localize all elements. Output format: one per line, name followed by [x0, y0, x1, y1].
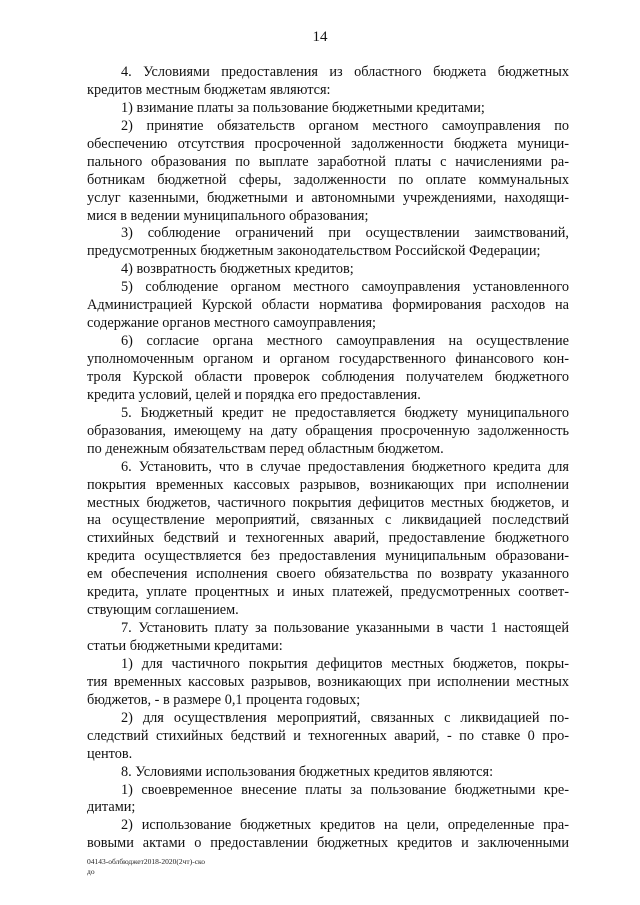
text-line: покрытия временных кассовых разрывов, возникающих при исполнении — [87, 476, 569, 493]
text-line: кредита осуществляется без предоставления муниципальным образовани- — [87, 548, 569, 565]
text-line: 5. Бюджетный кредит не предоставляется бюджету муниципального — [121, 404, 569, 421]
text-line: образования, имеющему на дату обращения просроченную задолженность — [87, 422, 569, 439]
text-line: 6) согласие органа местного самоуправления на осуществление — [121, 333, 569, 350]
text-line: содержание органов местного самоуправления; — [87, 315, 377, 332]
text-line: вовыми актами о предоставлении бюджетных кредитов и заключенными — [87, 835, 569, 852]
text-line: кредита, уплате процентных и иных платежей, предусмотренных соответ- — [87, 584, 569, 601]
text-line: статьи бюджетными кредитами: — [87, 638, 283, 654]
text-line: предусмотренных бюджетным законодательством Российской Федерации; — [87, 243, 541, 260]
text-line: тия временных кассовых разрывов, возникающих при исполнении местных — [87, 673, 569, 690]
text-line: пального образования по выплате заработной платы с начислениями ра- — [87, 153, 569, 170]
text-line: 4) возвратность бюджетных кредитов; — [121, 261, 354, 278]
text-line: Администрацией Курской области норматива формирования расходов на — [87, 297, 569, 314]
footer-file-code: 04143-облбюджет2018-2020(2чт)-ско — [87, 857, 206, 866]
text-line: 1) своевременное внесение платы за пользование бюджетными кре- — [121, 781, 569, 798]
footer-file-code-continuation: до — [87, 867, 95, 876]
text-line: 6. Установить, что в случае предоставления бюджетного кредита для — [121, 458, 569, 475]
text-line: 1) для частичного покрытия дефицитов местных бюджетов, покры- — [121, 655, 569, 672]
text-line: по денежным обязательствам перед областным бюджетом. — [87, 440, 444, 457]
text-line: 2) для осуществления мероприятий, связанных с ликвидацией по- — [121, 709, 569, 726]
text-line: 1) взимание платы за пользование бюджетными кредитами; — [121, 99, 485, 116]
text-line: 2) использование бюджетных кредитов на цели, определенные пра- — [121, 817, 569, 834]
text-line: кредитов местным бюджетам являются: — [87, 81, 331, 98]
text-line: кредита условий, целей и порядка его предоставления. — [87, 386, 421, 403]
text-line: мися в ведении муниципального образования; — [87, 207, 369, 224]
text-line: местных бюджетов, частичного покрытия дефицитов местных бюджетов, и — [87, 494, 569, 511]
text-line: 2) принятие обязательств органом местного самоуправления по — [121, 117, 569, 134]
text-line: следствий стихийных бедствий и техногенных аварий, - по ставке 0 про- — [87, 727, 569, 744]
text-line: 8. Условиями использования бюджетных кредитов являются: — [121, 763, 494, 780]
document-footer — [87, 857, 205, 877]
text-line: 3) соблюдение ограничений при осуществлении заимствований, — [121, 225, 569, 242]
text-line: ботникам бюджетной сферы, задолженности по оплате коммунальных — [87, 171, 569, 188]
text-line: обеспечению отсутствия просроченной задолженности бюджета муници- — [87, 135, 569, 152]
text-line: 4. Условиями предоставления из областного бюджета бюджетных — [121, 64, 569, 80]
text-line: центов. — [87, 745, 133, 762]
text-line: на осуществление мероприятий, связанных с ликвидацией последствий — [87, 512, 569, 529]
text-line: услуг казенными, бюджетными и автономными учреждениями, находящи- — [87, 189, 569, 206]
text-line: ствующим соглашением. — [87, 602, 239, 619]
text-line: бюджетов, - в размере 0,1 процента годовых; — [87, 691, 361, 708]
text-line: ем обеспечения исполнения своего обязательства по возврату указанного — [87, 566, 569, 583]
page-number: 14 — [312, 29, 328, 45]
text-line: стихийных бедствий и техногенных аварий, предоставление бюджетного — [87, 530, 569, 547]
text-line: дитами; — [87, 799, 136, 816]
text-line: троля Курской области проверок соблюдения получателем бюджетного — [87, 368, 569, 385]
text-line: 5) соблюдение органом местного самоуправления установленного — [121, 279, 569, 296]
document-body — [87, 64, 569, 853]
text-line: 7. Установить плату за пользование указанными в части 1 настоящей — [121, 620, 569, 637]
text-line: уполномоченным органом и органом государственного финансового кон- — [87, 351, 569, 367]
